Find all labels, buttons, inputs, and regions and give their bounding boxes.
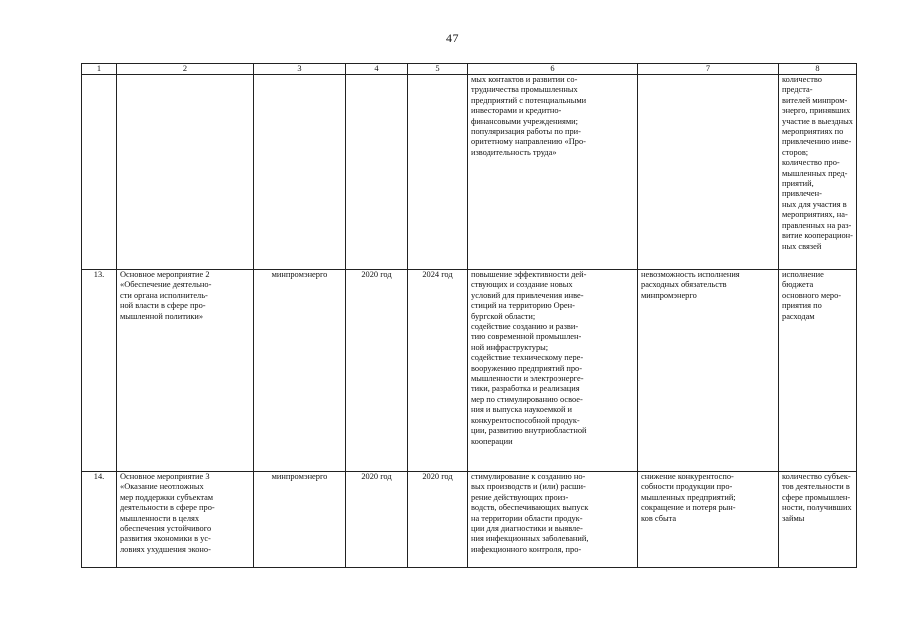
row-number: 13. [82, 270, 117, 472]
indicator-cell: количество субъек- тов деятельности в сфере промышлен- ности, получивших займы [779, 472, 857, 568]
column-header: 1 [82, 64, 117, 75]
page-number: 47 [446, 31, 459, 45]
table-cell [408, 75, 468, 270]
consequences-cell: невозможность исполнения расходных обязательств минпромэнерго [638, 270, 779, 472]
table-cell [82, 75, 117, 270]
column-header: 7 [638, 64, 779, 75]
table-cell [117, 75, 254, 270]
table-header-row [82, 64, 857, 75]
row-number: 14. [82, 472, 117, 568]
table-row [82, 472, 857, 568]
measure-name-cell: Основное мероприятие 2 «Обеспечение деятельно- сти органа исполнитель- ной власти в сфере про- мышленной политики» [117, 270, 254, 472]
column-header: 8 [779, 64, 857, 75]
table-row-continuation [82, 75, 857, 270]
table-cell [638, 75, 779, 270]
executor-cell: минпромэнерго [254, 472, 346, 568]
end-year-cell: 2020 год [408, 472, 468, 568]
expected-result-cell: стимулирование к созданию но- вых производств и (или) расши- рение действующих произ- водств, обеспечивающих выпуск на территории области продук- ции для диагностики и выявле- ния инфекционных заболеваний, инфекционного контроля, про- [468, 472, 638, 568]
start-year-cell: 2020 год [346, 270, 408, 472]
measures-table [81, 63, 857, 568]
table-cell [254, 75, 346, 270]
consequences-cell: снижение конкурентоспо- собности продукции про- мышленных предприятий; сокращение и потеря рын- ков сбыта [638, 472, 779, 568]
table-cell [346, 75, 408, 270]
column-header: 2 [117, 64, 254, 75]
column-header: 6 [468, 64, 638, 75]
column-header: 4 [346, 64, 408, 75]
end-year-cell: 2024 год [408, 270, 468, 472]
measure-name-cell: Основное мероприятие 3 «Оказание неотложных мер поддержки субъектам деятельности в сфере про- мышленности в целях обеспечения устойчивого развития экономики в ус- ловиях ухудшения эконо- [117, 472, 254, 568]
executor-cell: минпромэнерго [254, 270, 346, 472]
indicator-cell: исполнение бюджета основного меро- приятия по расходам [779, 270, 857, 472]
indicator-cell: количество предста- вителей минпром- энерго, принявших участие в выездных мероприятиях по привлечению инве- сторов; количество про- мышленных пред- приятий, привлечен- ных для участия в мероприятиях, на- правленных на раз- витие кооперацион- ных связей [779, 75, 857, 270]
expected-result-cell: повышение эффективности дей- ствующих и создание новых условий для привлечения инве- стиций на территорию Орен- бургской области; содействие созданию и разви- тию современной промышлен- ной инфраструктуры; содействие техническому пере- вооружению предприятий про- мышленности и электроэнерге- тики, разработка и реализация мер по стимулированию освое- ния и выпуска наукоемкой и конкурентоспособной продук- ции, развитию внутриобластной кооперации [468, 270, 638, 472]
column-header: 3 [254, 64, 346, 75]
table-row [82, 270, 857, 472]
expected-result-cell: мых контактов и развитии со- трудничества промышленных предприятий с потенциальными инвесторами и кредитно- финансовыми учреждениями; популяризация работы по при- оритетному направлению «Про- изводительность труда» [468, 75, 638, 270]
start-year-cell: 2020 год [346, 472, 408, 568]
column-header: 5 [408, 64, 468, 75]
